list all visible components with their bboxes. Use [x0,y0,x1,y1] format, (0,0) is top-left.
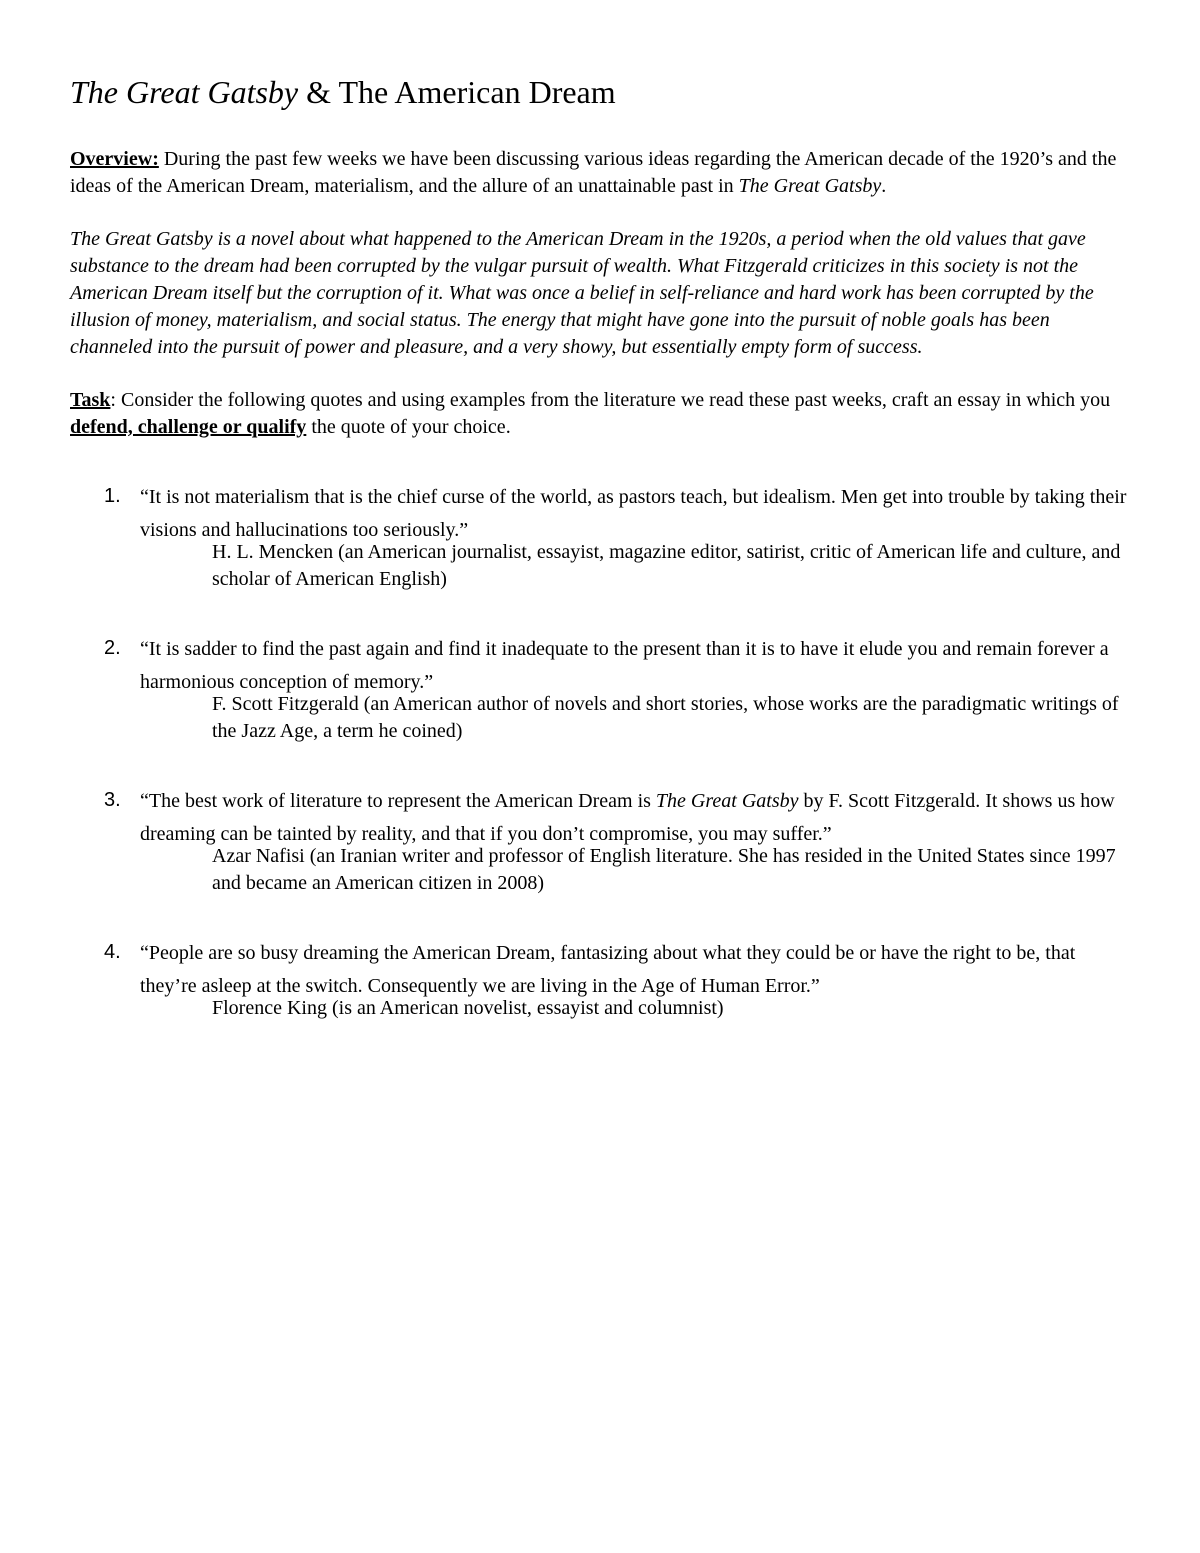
quote-number: 1. [104,485,121,507]
quote-number: 2. [104,637,121,659]
overview-label: Overview: [70,148,159,170]
title-book-name: The Great Gatsby [70,74,299,110]
quote-number: 3. [104,789,121,811]
quote-text-before: “The best work of literature to represent the American Dream is [140,790,656,812]
overview-end: . [881,175,887,197]
quote-author: Florence King (is an American novelist, essayist and columnist) [212,997,724,1019]
overview-book-title: The Great Gatsby [738,175,882,197]
task-paragraph [70,387,1132,441]
quote-item-4 [70,937,1132,1022]
document-page [70,72,1132,1048]
quote-author: F. Scott Fitzgerald (an American author of novels and short stories, whose works are the paradigmatic writings of the Jazz Age, a term he coined) [212,693,1119,742]
overview-text: During the past few weeks we have been discussing various ideas regarding the American decade of the 1920’s and the ideas of the American Dream, materialism, and the allure of an unattainable past in [70,148,1117,197]
title-rest: & The American Dream [298,74,616,110]
task-label: Task [70,389,111,411]
quote-list [70,481,1132,1022]
overview-paragraph [70,146,1132,200]
quote-item-1 [70,481,1132,593]
quote-text: “People are so busy dreaming the American Dream, fantasizing about what they could be or have the right to be, that they’re asleep at the switch. Consequently we are living in the Age of Human Error.” [140,942,1076,997]
quote-text [140,785,1132,851]
task-text-after: the quote of your choice. [306,416,511,438]
page-title [70,72,1132,112]
quote-text: “It is not materialism that is the chief curse of the world, as pastors teach, but idealism. Men get into trouble by taking their visions and hallucinations too seriously.” [140,486,1127,541]
task-text-before: : Consider the following quotes and using examples from the literature we read these past weeks, craft an essay in which you [110,389,1111,411]
task-emphasis: defend, challenge or qualify [70,416,307,438]
quote-text-after: by F. Scott Fitzgerald. It shows us how dreaming can be tainted by reality, and that if you don’t compromise, you may suffer.” [140,790,1115,845]
quote-item-2 [70,633,1132,745]
quote-author: H. L. Mencken (an American journalist, essayist, magazine editor, satirist, critic of American life and culture, and scholar of American English) [212,541,1121,590]
quote-book-title: The Great Gatsby [655,790,799,812]
summary-paragraph: The Great Gatsby is a novel about what happened to the American Dream in the 1920s, a period when the old values that gave substance to the dream had been corrupted by the vulgar pursuit of wealth. What Fitzgerald criticizes in this society is not the American Dream itself but the corruption of it. What was once a belief in self-reliance and hard work has been corrupted by the illusion of money, materialism, and social status. The energy that might have gone into the pursuit of noble goals has been channeled into the pursuit of power and pleasure, and a very showy, but essentially empty form of success. [70,228,1094,358]
quote-number: 4. [104,941,121,963]
quote-item-3 [70,785,1132,897]
quote-author: Azar Nafisi (an Iranian writer and professor of English literature. She has resided in the United States since 1997 and became an American citizen in 2008) [212,845,1116,894]
quote-text: “It is sadder to find the past again and find it inadequate to the present than it is to have it elude you and remain forever a harmonious conception of memory.” [140,638,1109,693]
